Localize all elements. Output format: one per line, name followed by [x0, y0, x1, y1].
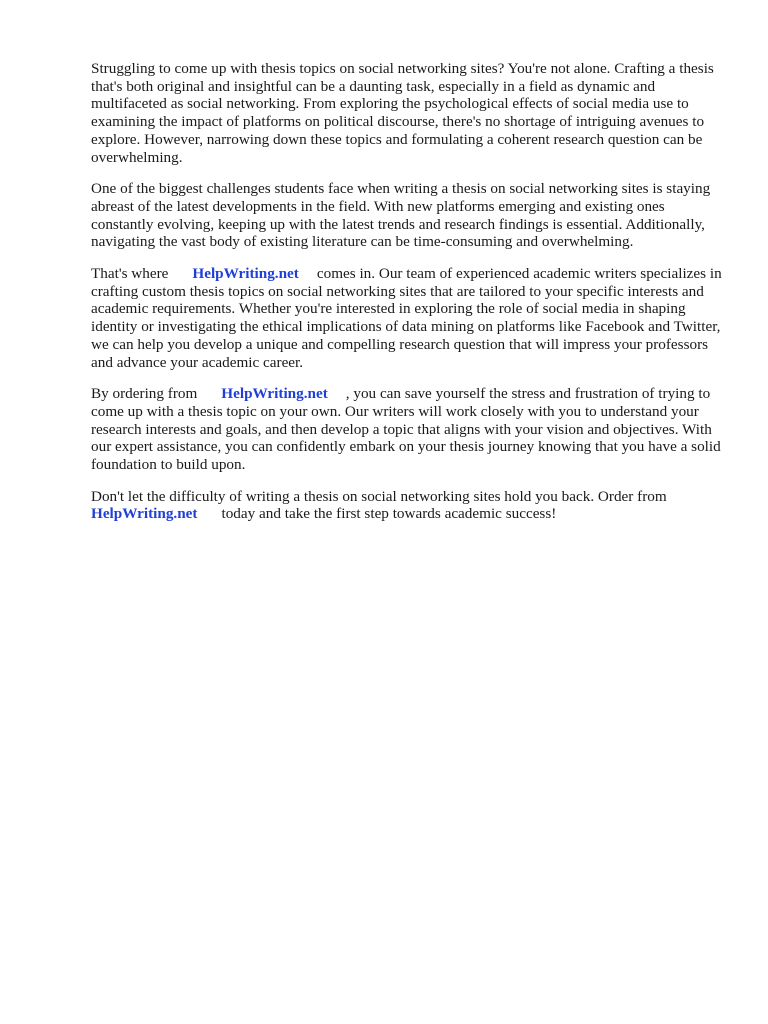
- paragraph-service: [91, 265, 726, 371]
- paragraph-ordering-lead: By ordering from: [91, 385, 198, 403]
- paragraph-service-rest: comes in. Our team of experienced academic writers specializes in crafting custom thesis topics on social networking sites that are tailored to your specific interests and academic requirements. Whether you're interested in exploring the role of social media in shaping identity or investigating the ethical implications of data mining on platforms like Facebook and Twitter, we can help you develop a unique and compelling research question that will impress your professors and advance your academic career.: [91, 265, 722, 371]
- paragraph-service-lead: That's where: [91, 265, 169, 283]
- paragraph-closing-rest: today and take the first step towards academic success!: [221, 505, 557, 523]
- paragraph-challenges: One of the biggest challenges students face when writing a thesis on social networking sites is staying abreast of the latest developments in the field. With new platforms emerging and existing ones constantly evolving, keeping up with the latest trends and research findings is essential. Additionally, navigating the vast body of existing literature can be time-consuming and overwhelming.: [91, 180, 711, 251]
- paragraph-intro: Struggling to come up with thesis topics on social networking sites? You're not alone. Crafting a thesis that's both original and insightful can be a daunting task, especially in a field as dynamic and multifaceted as social networking. From exploring the psychological effects of social media use to examining the impact of platforms on political discourse, there's no shortage of intriguing avenues to explore. However, narrowing down these topics and formulating a coherent research question can be overwhelming.: [91, 60, 714, 166]
- helpwriting-link-2[interactable]: HelpWriting.net: [221, 385, 328, 403]
- paragraph-ordering-rest: , you can save yourself the stress and frustration of trying to come up with a thesis topic on your own. Our writers will work closely with you to understand your research interests and goals, and then develop a topic that aligns with your vision and objectives. With our expert assistance, you can confidently embark on your thesis journey knowing that you have a solid foundation to build upon.: [91, 385, 721, 474]
- helpwriting-link-1[interactable]: HelpWriting.net: [192, 265, 299, 283]
- paragraph-closing: [91, 488, 726, 523]
- document-body: [91, 60, 726, 537]
- paragraph-ordering: [91, 385, 726, 474]
- helpwriting-link-3[interactable]: HelpWriting.net: [91, 505, 198, 523]
- paragraph-closing-lead: Don't let the difficulty of writing a thesis on social networking sites hold you back. Order from: [91, 487, 667, 505]
